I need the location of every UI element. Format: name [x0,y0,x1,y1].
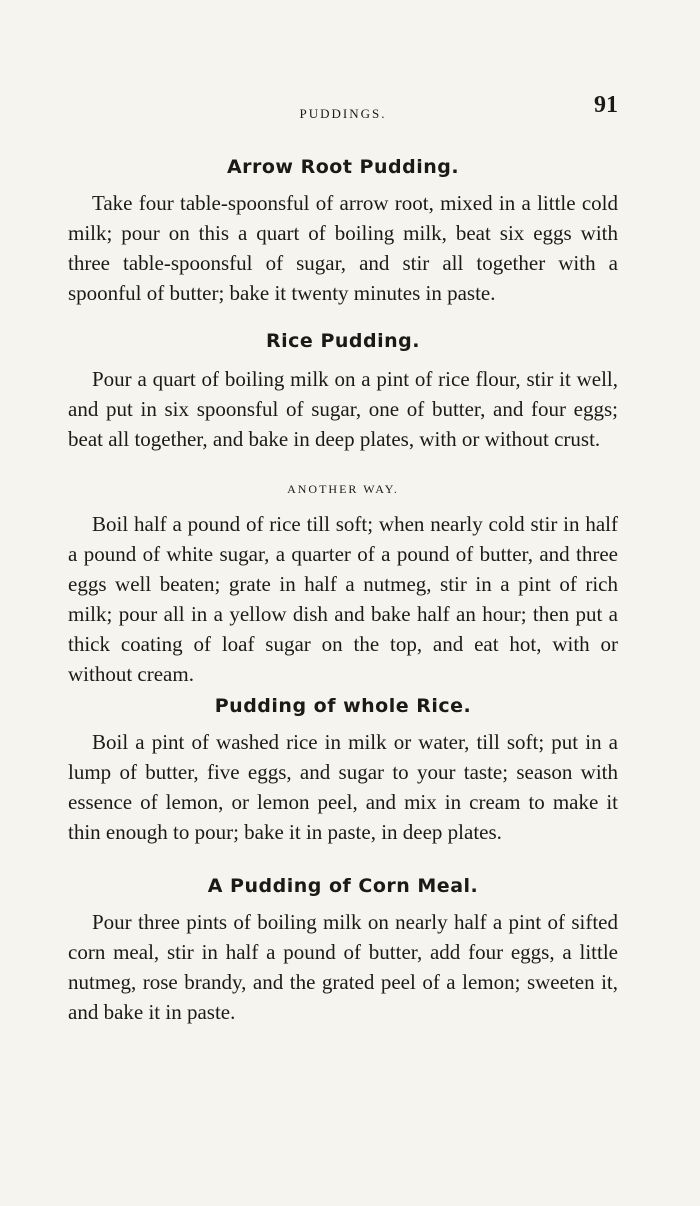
recipe-title-rice-pudding: Rice Pudding. [266,330,420,352]
recipe-text-another-way: Boil half a pound of rice till soft; when nearly cold stir in half a pound of white sugar, a quarter of a pound of butter, and three eggs well beaten; grate in half a nutmeg, stir in a pint of rich milk; pour all in a yellow dish and bake half an hour; then put a thick coating of loaf sugar on the top, and eat hot, with or without cream. [68,512,618,686]
recipe-title-arrow-root-pudding: Arrow Root Pudding. [226,156,460,178]
recipe-text-corn-meal: Pour three pints of boiling milk on nearly half a pint of sifted corn meal, stir in half a pound of butter, add four eggs, a little nutmeg, rose brandy, and the grated peel of a lemon; sweeten it, and bake it in paste. [68,910,618,1024]
recipe-subtitle-another-way: ANOTHER WAY. [287,482,399,496]
recipe-text-rice-pudding: Pour a quart of boiling milk on a pint of rice flour, stir it well, and put in six spoonsful of sugar, one of butter, and four eggs; beat all together, and bake in deep plates, with or without crust. [68,367,618,451]
page-number: 91 [594,92,618,118]
running-title: PUDDINGS. [299,106,387,121]
recipe-text-whole-rice: Boil a pint of washed rice in milk or water, till soft; put in a lump of butter, five eggs, and sugar to your taste; season with essence of lemon, or lemon peel, and mix in cream to make it thin enough to pour; bake it in paste, in deep plates. [68,730,618,844]
recipe-title-whole-rice: Pudding of whole Rice. [214,695,472,717]
recipe-title-corn-meal: A Pudding of Corn Meal. [207,875,479,897]
running-head [68,0,618,130]
recipe-text-arrow-root-pudding: Take four table-spoonsful of arrow root, mixed in a little cold milk; pour on this a quart of boiling milk, beat six eggs with three table-spoonsful of sugar, and stir all together with a spoonful of butter; bake it twenty minutes in paste. [68,191,618,305]
